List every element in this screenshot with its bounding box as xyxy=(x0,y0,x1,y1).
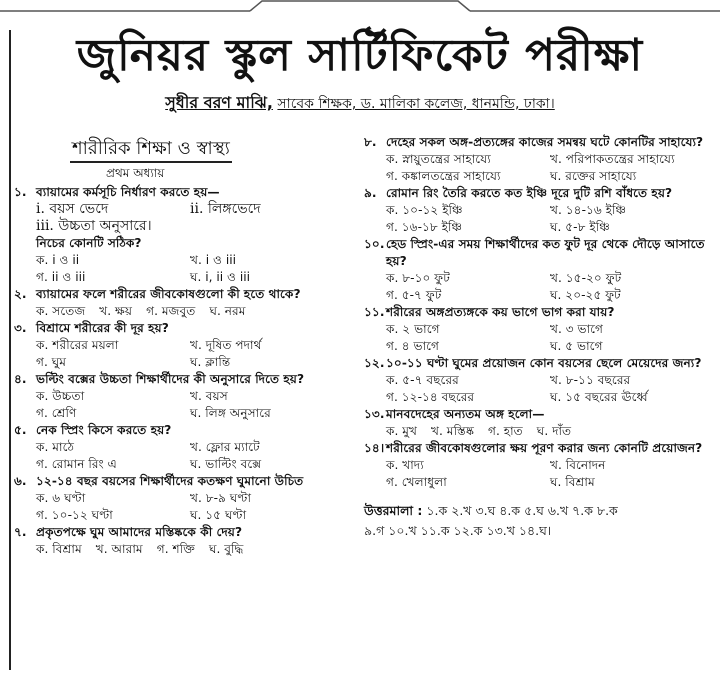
option-d: ঘ. i, ii ও iii xyxy=(190,270,251,284)
question-10 xyxy=(364,236,714,304)
question-number: ৮. xyxy=(364,135,377,149)
question-number: ১. xyxy=(14,185,27,199)
question-text: হেড স্প্রিং-এর সময় শিক্ষার্থীদের কত ফুট দূর থেকে দৌড়ে আসাতে হয়? xyxy=(386,237,705,268)
answer-key-label: উত্তরমালা : xyxy=(364,503,423,518)
question-6 xyxy=(14,473,344,524)
option-a: ক. মুখ xyxy=(386,424,418,438)
option-d: ঘ. দাঁত xyxy=(536,424,572,438)
question-14 xyxy=(364,440,714,491)
question-1 xyxy=(14,184,344,286)
option-a: ক. মাঠে xyxy=(36,440,74,454)
answer-key-line-2: ৯.গ ১০.খ ১১.ক ১২.ক ১৩.খ ১৪.ঘ। xyxy=(364,523,552,538)
option-c: গ. খেলাধুলা xyxy=(386,475,447,489)
question-text: বিশ্রামে শরীরের কী দূর হয়? xyxy=(36,321,169,335)
option-a: ক. ৫-৭ বছরের xyxy=(386,373,459,387)
option-b: খ. ক্ষয় xyxy=(99,304,133,318)
option-c: গ. শক্তি xyxy=(156,542,195,556)
question-2 xyxy=(14,286,344,320)
question-number: ১০. xyxy=(364,237,385,251)
question-11 xyxy=(364,304,714,355)
option-c: গ. কঙ্কালতন্ত্রের সাহায্যে xyxy=(386,169,501,183)
left-column xyxy=(14,134,344,558)
option-c: গ. হাত xyxy=(487,424,523,438)
question-text: প্রকৃতপক্ষে ঘুম আমাদের মস্তিষ্ককে কী দেয়? xyxy=(36,525,243,539)
option-a: ক. খাদ্য xyxy=(386,458,424,472)
question-text: রোমান রিং তৈরি করতে কত ইঞ্চি দূরে দুটি রশি বাঁধতে হয়? xyxy=(386,186,673,200)
option-a: ক. ৮-১০ ফুট xyxy=(386,271,450,285)
left-margin-rule xyxy=(9,30,11,670)
option-b: খ. i ও iii xyxy=(190,253,237,267)
option-c: গ. রোমান রিং এ xyxy=(36,457,117,471)
option-a: ক. সতেজ xyxy=(36,304,86,318)
question-number: ১৪। xyxy=(364,441,385,455)
question-text: মানবদেহের অন্যতম অঙ্গ হলো— xyxy=(386,407,545,421)
option-d: ঘ. ক্লান্তি xyxy=(190,355,231,369)
option-d: ঘ. বিশ্রাম xyxy=(550,475,595,489)
roman-option: i. বয়স ভেদে xyxy=(36,201,109,217)
option-d: ঘ. রক্তের সাহায্যে xyxy=(550,169,637,183)
question-number: ৭. xyxy=(14,525,27,539)
question-text: ভল্টিং বক্সের উচ্চতা শিক্ষার্থীদের কী অনুসারে দিতে হয়? xyxy=(36,372,305,386)
question-number: ৬. xyxy=(14,474,27,488)
question-prompt: নিচের কোনটি সঠিক? xyxy=(36,236,142,250)
option-b: খ. ৩ ভাগে xyxy=(550,322,604,336)
question-number: ১২. xyxy=(364,356,385,370)
section-title: শারীরিক শিক্ষা ও স্বাস্থ্য xyxy=(70,138,232,163)
option-b: খ. মস্তিষ্ক xyxy=(431,424,474,438)
option-d: ঘ. ৫-৮ ইঞ্চি xyxy=(550,220,610,234)
top-border-decoration xyxy=(0,0,720,12)
question-number: ৩. xyxy=(14,321,27,335)
option-b: খ. ফ্লোর ম্যাটে xyxy=(190,440,260,454)
option-a: ক. বিশ্রাম xyxy=(36,542,82,556)
question-text: শরীরের অঙ্গপ্রত্যঙ্গকে কয় ভাগে ভাগ করা যায়? xyxy=(386,305,615,319)
author-name: সুধীর বরণ মাঝি, xyxy=(165,93,273,112)
question-text: ১২-১৪ বছর বয়সের শিক্ষার্থীদের কতক্ষণ ঘুমানো উচিত xyxy=(36,474,304,488)
question-13 xyxy=(364,406,714,440)
question-number: ২. xyxy=(14,287,27,301)
option-a: ক. i ও ii xyxy=(36,253,80,267)
option-a: ক. শরীরের ময়লা xyxy=(36,338,119,352)
option-b: খ. আরাম xyxy=(95,542,143,556)
option-d: ঘ. ৫ ভাগে xyxy=(550,339,603,353)
option-d: ঘ. ১৫ ঘণ্টা xyxy=(190,508,247,522)
question-4 xyxy=(14,371,344,422)
question-5 xyxy=(14,422,344,473)
option-d: ঘ. ২০-২৫ ফুট xyxy=(550,288,621,302)
question-text: ব্যায়ামের ফলে শরীরের জীবকোষগুলো কী হতে থাকে? xyxy=(36,287,301,301)
answer-key xyxy=(364,501,714,541)
option-a: ক. স্নায়ুতন্ত্রের সাহায্যে xyxy=(386,152,491,166)
option-b: খ. পরিপাকতন্ত্রের সাহায্যে xyxy=(550,152,675,166)
option-b: খ. ১৪-১৬ ইঞ্চি xyxy=(550,203,627,217)
option-c: গ. মজবুত xyxy=(146,304,196,318)
option-c: গ. শ্রেণি xyxy=(36,406,77,420)
option-b: খ. বয়স xyxy=(190,389,228,403)
question-text: নেক স্প্রিং কিসে করতে হয়? xyxy=(36,423,172,437)
question-8 xyxy=(364,134,714,185)
right-column xyxy=(364,134,714,541)
option-d: ঘ. ভাল্টিং বক্সে xyxy=(190,457,262,471)
option-a: ক. উচ্চতা xyxy=(36,389,85,403)
question-number: ১১. xyxy=(364,305,385,319)
option-b: খ. ১৫-২০ ফুট xyxy=(550,271,622,285)
page-title: জুনিয়র স্কুল সার্টিফিকেট পরীক্ষা xyxy=(76,30,644,81)
option-d: ঘ. ১৫ বছরের ঊর্ধ্বে xyxy=(550,390,648,404)
question-text: ১০-১১ ঘণ্টা ঘুমের প্রয়োজন কোন বয়সের ছেলে মেয়েদের জন্য? xyxy=(386,356,702,370)
author-affiliation: সাবেক শিক্ষক, ড. মালিকা কলেজ, ধানমন্ডি, ঢাকা। xyxy=(277,96,555,112)
option-c: গ. ১০-১২ ঘণ্টা xyxy=(36,508,113,522)
option-c: গ. ১২-১৪ বছরের xyxy=(386,390,475,404)
chapter-label: প্রথম অধ্যায় xyxy=(106,166,165,180)
option-c: গ. ১৬-১৮ ইঞ্চি xyxy=(386,220,463,234)
option-d: ঘ. লিঙ্গ অনুসারে xyxy=(190,406,271,420)
option-c: গ. ঘুম xyxy=(36,355,67,369)
question-number: ৫. xyxy=(14,423,27,437)
author-line xyxy=(0,92,720,115)
question-3 xyxy=(14,320,344,371)
question-number: ৯. xyxy=(364,186,377,200)
answer-key-line-1: ১.ক ২.খ ৩.ঘ ৪.ক ৫.ঘ ৬.খ ৭.ক ৮.ক xyxy=(426,503,618,518)
question-text: দেহের সকল অঙ্গ-প্রত্যঙ্গের কাজের সমন্বয় ঘটে কোনটির সাহায্যে? xyxy=(386,135,704,149)
question-12 xyxy=(364,355,714,406)
question-9 xyxy=(364,185,714,236)
option-b: খ. ৮-৯ ঘণ্টা xyxy=(190,491,252,505)
option-d: ঘ. নরম xyxy=(209,304,246,318)
option-b: খ. বিনোদন xyxy=(550,458,606,472)
option-b: খ. দূষিত পদার্থ xyxy=(190,338,262,352)
option-c: গ. ii ও iii xyxy=(36,270,86,284)
option-a: ক. ১০-১২ ইঞ্চি xyxy=(386,203,463,217)
option-a: ক. ৬ ঘণ্টা xyxy=(36,491,86,505)
question-number: ৪. xyxy=(14,372,27,386)
option-c: গ. ৪ ভাগে xyxy=(386,339,440,353)
question-text: ব্যায়ামের কর্মসূচি নির্ধারণ করতে হয়— xyxy=(36,185,220,199)
roman-option: ii. লিঙ্গভেদে xyxy=(190,201,261,217)
option-b: খ. ৮-১১ বছরের xyxy=(550,373,631,387)
question-7 xyxy=(14,524,344,558)
option-d: ঘ. বুদ্ধি xyxy=(208,542,244,556)
question-text: শরীরের জীবকোষগুলোর ক্ষয় পূরণ করার জন্য কোনটি প্রয়োজন? xyxy=(386,441,703,455)
question-number: ১৩. xyxy=(364,407,385,421)
option-a: ক. ২ ভাগে xyxy=(386,322,440,336)
roman-option: iii. উচ্চতা অনুসারে। xyxy=(36,218,152,234)
option-c: গ. ৫-৭ ফুট xyxy=(386,288,442,302)
